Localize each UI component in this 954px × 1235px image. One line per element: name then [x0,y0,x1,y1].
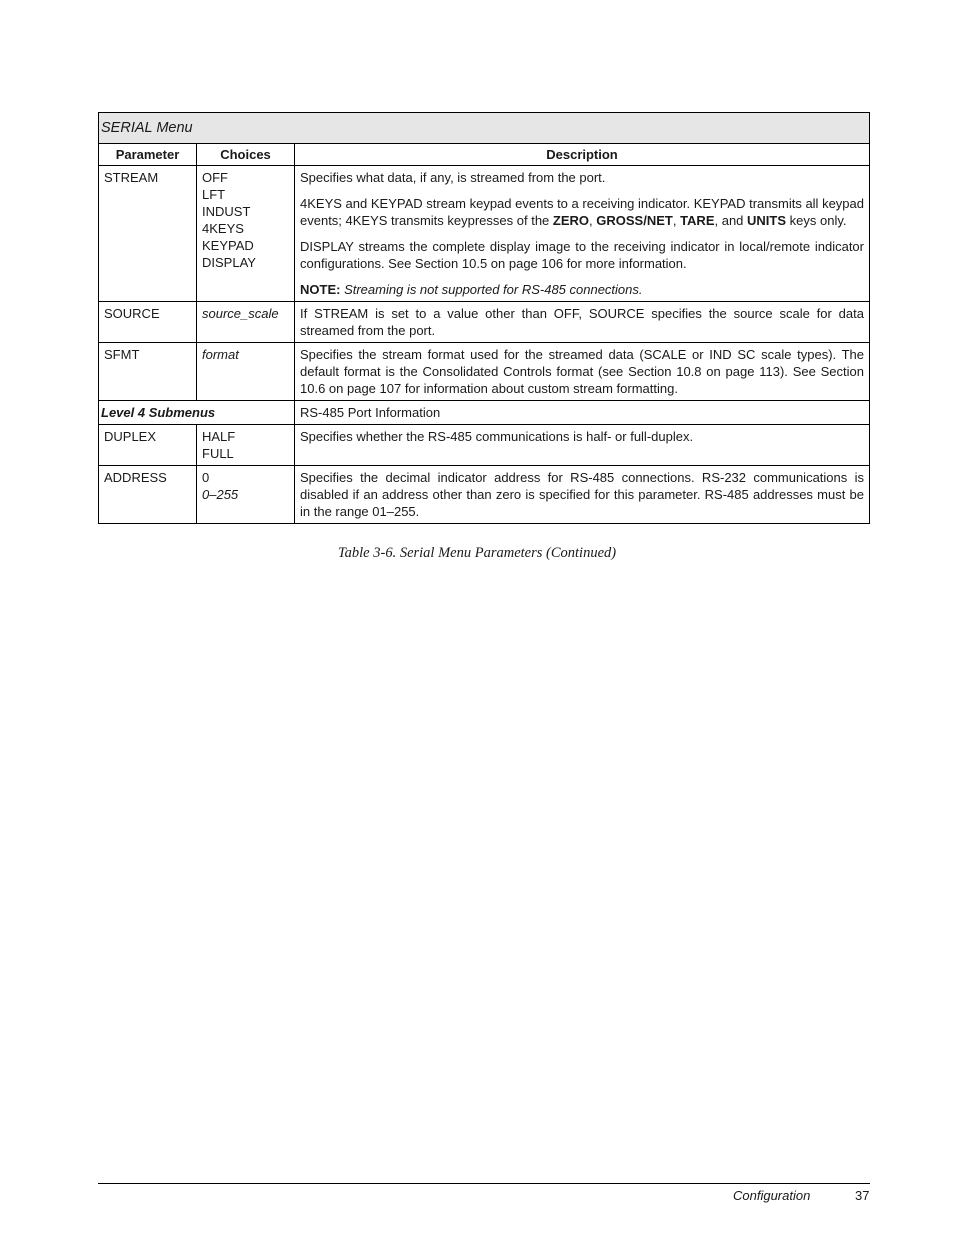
separator: , [672,213,681,228]
param-source: SOURCE [99,302,197,343]
key-units: UNITS [747,213,787,228]
footer-section-title: Configuration [733,1188,811,1203]
param-address: ADDRESS [99,466,197,524]
choices-stream [197,166,295,302]
table-caption: Table 3-6. Serial Menu Parameters (Continued) [337,545,617,561]
desc-duplex: Specifies whether the RS-485 communications is half- or full-duplex. [295,425,870,466]
table-row-source [99,302,870,343]
serial-menu-table [98,112,870,524]
choice-item: OFF [202,170,228,185]
choice-item: DISPLAY [202,255,256,270]
choice-item: 4KEYS [202,221,244,236]
note-text: Streaming is not supported for RS-485 connections. [340,282,643,297]
param-sfmt: SFMT [99,343,197,401]
separator: , and [714,213,748,228]
choice-sfmt: format [197,343,295,401]
desc-source: If STREAM is set to a value other than OFF, SOURCE specifies the source scale for data streamed from the port. [295,302,870,343]
stream-note [300,281,864,298]
choice-item: 0 [202,470,210,485]
menu-title: SERIAL Menu [99,113,870,144]
choice-item: KEYPAD [202,238,254,253]
param-duplex: DUPLEX [99,425,197,466]
table-header-row [99,144,870,166]
choice-item: HALF [202,429,236,444]
header-parameter: Parameter [99,144,197,166]
stream-desc-2-end: keys only. [786,213,847,228]
table-row-level4 [99,401,870,425]
header-choices: Choices [197,144,295,166]
choice-source: source_scale [197,302,295,343]
param-stream: STREAM [99,166,197,302]
key-gross-net: GROSS/NET [596,213,673,228]
choices-duplex [197,425,295,466]
footer-divider [98,1183,870,1184]
stream-desc-3: DISPLAY streams the complete display image to the receiving indicator in local/remote indicator configurations. See Section 10.5 on page 106 for more information. [300,239,864,271]
table-row-duplex [99,425,870,466]
choice-item: INDUST [202,204,251,219]
separator: , [589,213,597,228]
table-row-sfmt [99,343,870,401]
choices-address [197,466,295,524]
desc-stream [295,166,870,302]
page-number: 37 [855,1188,870,1203]
level4-label: Level 4 Submenus [99,401,295,425]
choice-item: FULL [202,446,234,461]
choice-item: 0–255 [202,487,239,502]
table-row-stream [99,166,870,302]
header-description: Description [295,144,870,166]
stream-desc-1: Specifies what data, if any, is streamed from the port. [300,170,606,185]
level4-desc: RS-485 Port Information [295,401,870,425]
stream-desc-2 [300,195,864,229]
table-row-address [99,466,870,524]
desc-address: Specifies the decimal indicator address for RS-485 connections. RS-232 communications is disabled if an address other than zero is specified for this parameter. RS-485 addresses must be in the range 01–255. [295,466,870,524]
key-tare: TARE [680,213,715,228]
choice-item: LFT [202,187,226,202]
note-label: NOTE: [300,282,341,297]
stream-desc-2-text: 4KEYS and KEYPAD stream keypad events to a receiving indicator. KEYPAD transmits all keypad events; 4KEYS transmits keypresses of the [300,196,864,228]
desc-sfmt: Specifies the stream format used for the streamed data (SCALE or IND SC scale types). The default format is the Consolidated Controls format (see Section 10.8 on page 113). See Section 10.6 on page 107 for information about custom stream formatting. [295,343,870,401]
key-zero: ZERO [552,213,590,228]
